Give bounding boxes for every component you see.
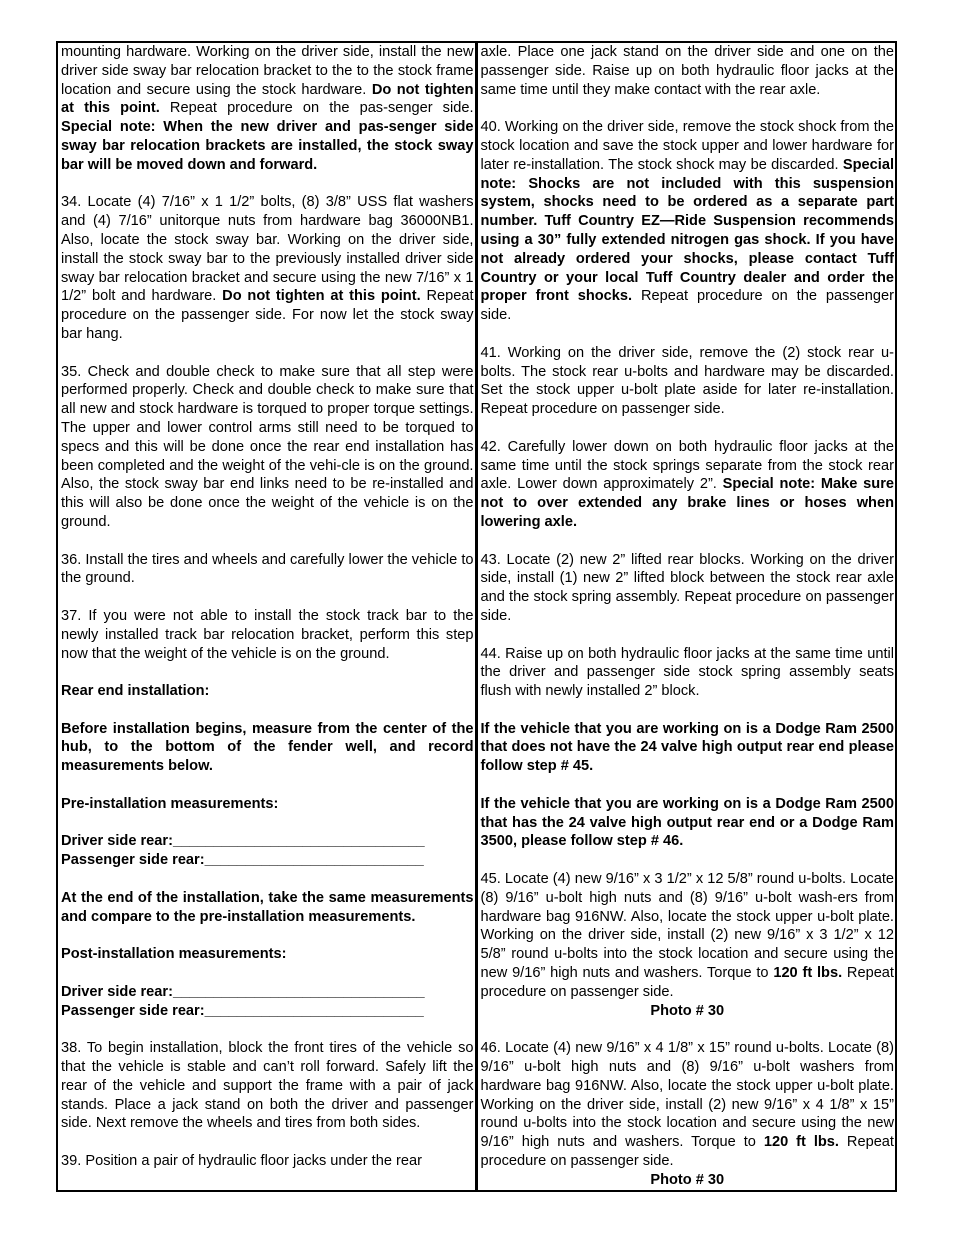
post-installation-heading: Post-installation measurements: <box>61 946 287 963</box>
compare-instructions: At the end of the installation, take the same measurements and compare to the pre-installation measurements. <box>61 889 474 925</box>
pre-installation-heading: Pre-installation measurements: <box>61 795 279 812</box>
step-37: 37. If you were not able to install the stock track bar to the newly installed track bar relocation bracket, perform this step now that the weight of the vehicle is on the ground. <box>61 607 474 662</box>
post-driver-side-field: Driver side rear:_______________________________ <box>61 983 425 1000</box>
condition-step-45: If the vehicle that you are working on is a Dodge Ram 2500 that does not have the 24 valve high output rear end please follow step # 45. <box>480 720 894 775</box>
step-40: 40. Working on the driver side, remove the stock shock from the stock location and save the stock upper and lower hardware for later re-installation. The stock shock may be discarded. Special note: Shocks are not included with this suspension system, shocks need to be ordered as a separate part number. Tuff Country EZ—Ride Suspension recommends using a 30” fully extended nitrogen gas shock. If you have not already ordered your shocks, please contact Tuff Country or your local Tuff Country dealer and order the proper front shocks. Repeat procedure on the passenger side. <box>480 119 895 324</box>
step-42: 42. Carefully lower down on both hydraulic floor jacks at the same time until the stock springs separate from the stock rear axle. Lower down approximately 2”. Special note: Make sure not to over extended any brake lines or hoses when lowering axle. <box>480 438 894 530</box>
right-column <box>478 43 896 1190</box>
step-34: 34. Locate (4) 7/16” x 1 1/2” bolts, (8) 3/8” USS flat washers and (4) 7/16” unitorque nuts from hardware bag 36000NB1. Also, locate the stock sway bar. Working on the driver side, install the stock sway bar to the previously installed driver side sway bar relocation bracket and secure using the new 7/16” x 1 1/2” bolt and hardware. Do not tighten at this point. Repeat procedure on the passenger side. For now let the stock sway bar hang. <box>61 194 474 342</box>
step-45: 45. Locate (4) new 9/16” x 3 1/2” x 12 5/8” round u-bolts. Locate (8) 9/16” u-bolt high nuts and (8) 9/16” u-bolt wash-ers from hardware bag 916NW. Also, locate the stock upper u-bolt plate. Working on the driver side, install (2) new 9/16” x 3 1/2” x 12 5/8” round u-bolts into the stock location and secure using the new 9/16” high nuts and washers. Torque to 120 ft lbs. Repeat procedure on passenger side. <box>480 871 894 1000</box>
left-column <box>58 43 478 1190</box>
instruction-page-frame <box>56 41 897 1192</box>
rear-end-heading: Rear end installation: <box>61 683 210 700</box>
condition-step-46: If the vehicle that you are working on is a Dodge Ram 2500 that has the 24 valve high output rear end or a Dodge Ram 3500, please follow step # 46. <box>480 795 894 850</box>
step-36: 36. Install the tires and wheels and carefully lower the vehicle to the ground. <box>61 551 474 587</box>
paragraph-sway-bar-bracket: mounting hardware. Working on the driver side, install the new driver side sway bar relocation bracket to the to the stock frame location and secure using the stock hardware. Do not tighten at this point. Repeat procedure on the pas-senger side. Special note: When the new driver and pas-senger side sway bar relocation brackets are installed, the stock sway bar will be moved down and forward. <box>61 44 474 173</box>
step-41: 41. Working on the driver side, remove the (2) stock rear u-bolts. The stock rear u-bolts and hardware may be discarded. Set the stock upper u-bolt plate aside for later re-installation. Repeat procedure on passenger side. <box>480 344 894 418</box>
measure-instructions: Before installation begins, measure from the center of the hub, to the bottom of the fender well, and record measurements below. <box>61 720 474 775</box>
step-38: 38. To begin installation, block the front tires of the vehicle so that the vehicle is stable and can’t roll forward. Safely lift the rear of the vehicle and support the frame with a pair of jack stands. Place a jack stand on both the driver and passenger side. Next remove the wheels and tires from both sides. <box>61 1040 474 1132</box>
pre-passenger-side-field: Passenger side rear:___________________________ <box>61 852 424 869</box>
pre-driver-side-field: Driver side rear:_______________________________ <box>61 833 425 850</box>
post-passenger-side-field: Passenger side rear:___________________________ <box>61 1002 424 1019</box>
step-39: 39. Position a pair of hydraulic floor jacks under the rear <box>61 1153 422 1170</box>
photo-reference-45: Photo # 30 <box>650 1002 725 1019</box>
step-44: 44. Raise up on both hydraulic floor jacks at the same time until the driver and passenger side stock spring assembly seats flush with newly installed 2” block. <box>480 645 894 700</box>
step-39-continued: axle. Place one jack stand on the driver side and one on the passenger side. Raise up on both hydraulic floor jacks at the same time until they make contact with the rear axle. <box>480 44 894 98</box>
step-43: 43. Locate (2) new 2” lifted rear blocks. Working on the driver side, install (1) new 2” lifted block between the stock rear axle and the stock spring assembly. Repeat procedure on passenger side. <box>480 551 894 624</box>
step-35: 35. Check and double check to make sure that all step were performed properly. Check and double check to make sure that all new and stock hardware is torqued to proper torque settings. The upper and lower control arms still need to be torqued to specs and this will be done once the rear end installation has been completed and the weight of the vehi-cle is on the ground. Also, the stock sway bar end links need to be re-installed and this will also be done once the weight of the vehicle is on the ground. <box>61 363 474 530</box>
photo-reference-46: Photo # 30 <box>650 1171 725 1188</box>
step-46: 46. Locate (4) new 9/16” x 4 1/8” x 15” round u-bolts. Locate (8) 9/16” u-bolt high nuts and (8) 9/16” u-bolt washers from hardware bag 916NW. Also, locate the stock upper u-bolt plate. Working on the driver side, install (2) new 9/16” x 4 1/8” x 15” round u-bolts into the stock location and secure using the new 9/16” high nuts and washers. Torque to 120 ft lbs. Repeat procedure on passenger side. <box>480 1040 894 1170</box>
